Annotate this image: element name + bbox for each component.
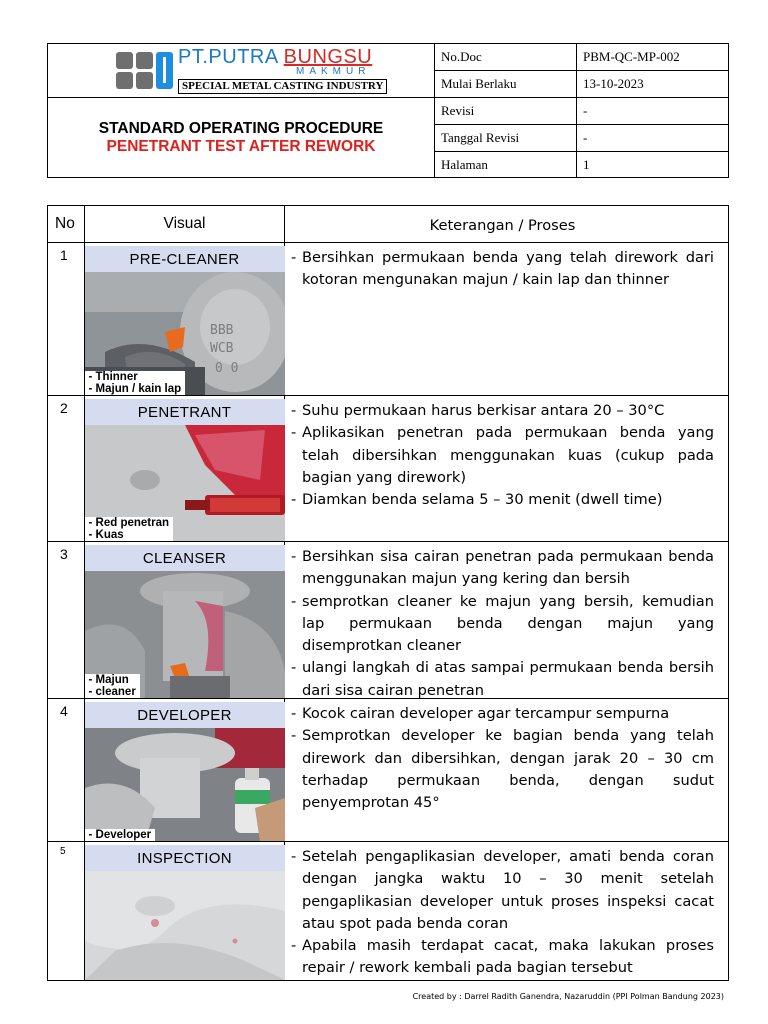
logo-mark-icon (116, 52, 173, 89)
meta-key: No.Doc (435, 44, 577, 70)
bullet-item: - Kocok cairan developer agar tercampur sempurna (291, 703, 714, 725)
step-description (285, 542, 728, 698)
header-left (48, 44, 435, 177)
step-number: 4 (48, 699, 85, 841)
bullet-item: - Aplikasikan penetran pada permukaan benda yang telah dibersihkan menggunakan kuas (cukup pada bagian yang dirework) (291, 422, 714, 489)
photo-caption (85, 517, 174, 541)
bullet-text: Setelah pengaplikasian developer, amati benda coran dengan jangka waktu 10 – 30 menit setelah pengaplikasian developer untuk proses inspeksi cacat atau spot pada benda coran (302, 848, 714, 932)
svg-text:BBB: BBB (209, 323, 233, 338)
company-logo (48, 44, 434, 98)
step-photo (85, 425, 285, 541)
meta-row (435, 152, 728, 178)
step-description (285, 842, 728, 980)
photo-caption (85, 371, 186, 395)
caption-line: - Majun (88, 674, 129, 686)
caption-line: - Kuas (88, 529, 124, 541)
document-header (47, 43, 729, 178)
meta-row (435, 98, 728, 125)
step-description (285, 243, 728, 395)
table-row (48, 842, 728, 980)
document-title: STANDARD OPERATING PROCEDURE (98, 119, 384, 137)
step-number: 1 (48, 243, 85, 395)
step-number: 3 (48, 542, 85, 698)
bullet-text: Apabila masih terdapat cacat, maka lakukan proses repair / rework kembali pada bagian tersebut (302, 937, 714, 977)
step-label: PENETRANT (85, 399, 285, 425)
step-photo (85, 571, 285, 698)
header-description: Keterangan / Proses (429, 216, 576, 234)
meta-key: Revisi (435, 98, 577, 124)
company-name-makmur: MAKMUR (296, 66, 371, 77)
caption-line: - Red penetran (88, 517, 170, 529)
bullet-item: - Bersihkan permukaan benda yang telah dirework dari kotoran mengunakan majun / kain lap dan thinner (291, 247, 714, 292)
bullet-item: - semprotkan cleaner ke majun yang bersih, kemudian lap permukaan benda dengan majun yang disemprotkan cleaner (291, 591, 714, 658)
bullet-text: semprotkan cleaner ke majun yang bersih, kemudian lap permukaan benda dengan majun yang disemprotkan cleaner (302, 592, 714, 655)
svg-text:0 0: 0 0 (214, 361, 238, 376)
meta-key: Halaman (435, 152, 577, 178)
meta-value: - (583, 103, 588, 118)
step-label: INSPECTION (85, 845, 285, 871)
step-photo (85, 871, 285, 980)
bullet-item: - Setelah pengaplikasian developer, amati benda coran dengan jangka waktu 10 – 30 menit setelah pengaplikasian developer untuk proses inspeksi cacat atau spot pada benda coran (291, 846, 714, 935)
bullet-item: - Suhu permukaan harus berkisar antara 20 – 30°C (291, 400, 714, 422)
bullet-text: Semprotkan developer ke bagian benda yang telah dirework dan dibersihkan, dengan jarak 20 – 30 cm terhadap permukaan benda, dengan sudut penyemprotan 45° (302, 727, 714, 812)
table-row (48, 542, 728, 699)
bullet-text: Aplikasikan penetran pada permukaan benda yang telah dibersihkan menggunakan kuas (cukup pada bagian yang dirework) (302, 424, 714, 486)
bullet-item: - Semprotkan developer ke bagian benda yang telah dirework dan dibersihkan, dengan jarak 20 – 30 cm terhadap permukaan benda, dengan sudut penyemprotan 45° (291, 725, 714, 814)
step-photo (85, 272, 285, 395)
step-visual (85, 396, 285, 541)
caption-line: - Majun / kain lap (88, 383, 182, 395)
meta-key: Mulai Berlaku (435, 71, 577, 97)
bullet-item: - Bersihkan sisa cairan penetran pada permukaan benda menggunakan majun yang kering dan bersih (291, 546, 714, 591)
document-subtitle: PENETRANT TEST AFTER REWORK (106, 137, 376, 155)
company-tagline: SPECIAL METAL CASTING INDUSTRY (178, 79, 387, 94)
meta-row (435, 71, 728, 98)
header-visual: Visual (85, 206, 285, 242)
bullet-item: - Apabila masih terdapat cacat, maka lakukan proses repair / rework kembali pada bagian tersebut (291, 935, 714, 980)
meta-value: - (583, 130, 588, 145)
caption-line: - Thinner (88, 371, 138, 383)
bullet-text: Bersihkan sisa cairan penetran pada permukaan benda menggunakan majun yang kering dan bersih (302, 548, 714, 588)
bullet-text: Suhu permukaan harus berkisar antara 20 – 30°C (302, 402, 665, 419)
step-visual (85, 842, 285, 980)
document-footer: Created by : Darrel Radith Ganendra, Nazaruddin (PPI Polman Bandung 2023) (412, 992, 724, 1001)
step-description (285, 699, 728, 841)
table-row (48, 243, 728, 396)
meta-row (435, 44, 728, 71)
bullet-item: - Diamkan benda selama 5 – 30 menit (dwell time) (291, 489, 714, 511)
header-no: No (48, 206, 85, 242)
step-label: CLEANSER (85, 545, 285, 571)
svg-text:WCB: WCB (209, 341, 233, 356)
meta-key: Tanggal Revisi (435, 125, 577, 151)
bullet-text: ulangi langkah di atas sampai permukaan benda bersih dari sisa cairan penetran (302, 659, 714, 699)
step-visual (85, 699, 285, 841)
table-header-row (48, 206, 728, 243)
bullet-text: Kocok cairan developer agar tercampur sempurna (302, 705, 670, 722)
step-number: 5 (48, 842, 85, 980)
logo-text (178, 47, 387, 94)
document-title-block (48, 98, 434, 177)
photo-caption (85, 674, 140, 698)
caption-line: - cleaner (88, 686, 136, 698)
meta-value: 13-10-2023 (583, 76, 644, 91)
step-number: 2 (48, 396, 85, 541)
meta-value: 1 (583, 157, 590, 172)
meta-value: PBM-QC-MP-002 (583, 49, 680, 64)
caption-line: - Developer (88, 829, 152, 841)
step-visual (85, 243, 285, 395)
inspection-photo-image (85, 871, 285, 980)
developer-photo-image (85, 728, 285, 841)
company-name: PT.PUTRA BUNGSU (178, 46, 373, 68)
step-visual (85, 542, 285, 698)
procedure-table (47, 205, 729, 981)
document-meta (435, 44, 728, 177)
table-row (48, 699, 728, 842)
table-row (48, 396, 728, 542)
bullet-text: Diamkan benda selama 5 – 30 menit (dwell time) (302, 491, 663, 509)
step-photo (85, 728, 285, 841)
step-label: PRE-CLEANER (85, 246, 285, 272)
photo-caption (85, 829, 156, 841)
meta-row (435, 125, 728, 152)
step-label: DEVELOPER (85, 702, 285, 728)
step-description (285, 396, 728, 541)
bullet-item: - ulangi langkah di atas sampai permukaan benda bersih dari sisa cairan penetran (291, 657, 714, 702)
bullet-text: Bersihkan permukaan benda yang telah dirework dari kotoran mengunakan majun / kain lap dan thinner (302, 249, 714, 289)
